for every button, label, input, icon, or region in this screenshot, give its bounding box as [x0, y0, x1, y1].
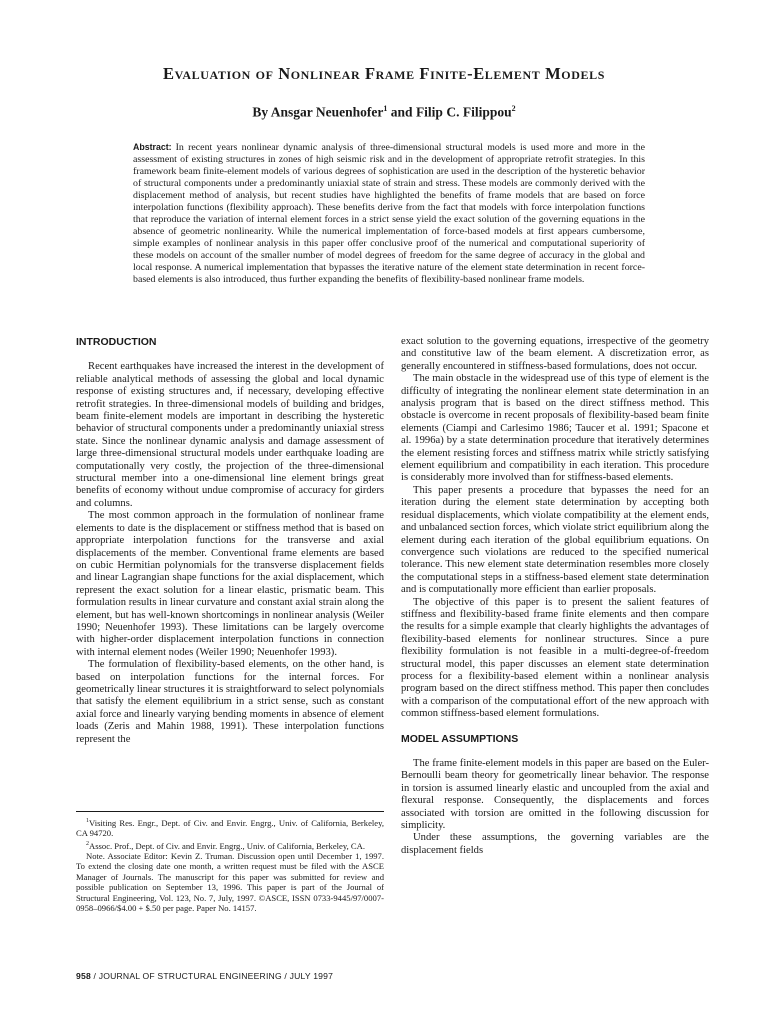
abstract: [133, 141, 645, 286]
abstract-label: Abstract:: [133, 142, 172, 152]
body-paragraph: This paper presents a procedure that bypasses the need for an iteration during the element state determination by accepting both residual displacements, which violate compatibility at the element ends, and unbalanced section forces, which violate strict equilibrium along the element during each iteration of the global equilibrium equations. On convergence such violations are reduced to the specified numerical tolerance. This new element state determination resembles more closely the computational steps in a stiffness-based element state determination and is computationally more efficient than earlier proposals.: [401, 484, 709, 596]
page-number: 958: [76, 971, 91, 981]
running-footer: [76, 971, 333, 981]
body-paragraph: The main obstacle in the widespread use of this type of element is the difficulty of integrating the nonlinear element state determination in an analysis program that is based on the direct stiffness method. This obstacle is overcome in recent proposals of flexibility-based beam finite elements (Ciampi and Carlesimo 1986; Taucer et al. 1991; Spacone et al. 1996a) by a state determination procedure that iteratively determines the element resisting forces and stiffness matrix while strictly satisfying element equilibrium and compatibility in each iteration. This procedure is considerably more involved than for stiffness-based elements.: [401, 373, 709, 484]
footnote-mark: 1: [86, 818, 89, 824]
footnotes: [76, 811, 384, 913]
body-paragraph: Recent earthquakes have increased the interest in the development of reliable analytical methods of assessing the global and local dynamic response of existing structures and, if necessary, developing effective retrofit strategies. In three-dimensional models of building and bridges, beam finite-element models are important in describing the hysteretic behavior of structural components under a predominantly uniaxial stress state. Since the nonlinear dynamic analysis and damage assessment of large three-dimensional structural models under earthquake loading are computationally very costly, the projection of the three-dimensional structural member into a one-dimensional line element brings great benefits of economy without undue compromise of accuracy for girders and columns.: [76, 361, 384, 509]
right-column: [401, 336, 709, 857]
left-column: [76, 336, 384, 746]
section-heading-introduction: INTRODUCTION: [76, 336, 157, 348]
editorial-note: Note. Associate Editor: Kevin Z. Truman. Discussion open until December 1, 1997. To extend the closing date one month, a written request must be filed with the ASCE Manager of Journals. The manuscript for this paper was submitted for review and possible publication on September 13, 1996. This paper is part of the Journal of Structural Engineering, Vol. 123, No. 7, July, 1997. ©ASCE, ISSN 0733-9445/97/0007-0958–0966/$4.00 + $.50 per page. Paper No. 14157.: [76, 850, 384, 913]
abstract-text: In recent years nonlinear dynamic analysis of three-dimensional structural models is used more and more in the assessment of existing structures in zones of high seismic risk and in the development of appropriate retrofit strategies. In this framework beam finite-element models of various degrees of sophistication are used in the description of the hysteretic behavior of structural components under a predominantly uniaxial state of strain and stress. These models are commonly derived with the displacement method of analysis, but recent studies have highlighted the benefits of frame models that are based on force interpolation functions (flexibility approach). These benefits derive from the fact that models with force interpolation functions that reproduce the variation of internal element forces in a strict sense yield the exact solution of the governing equations in the absence of geometric nonlinearity. While the numerical implementation of force-based models at first appears cumbersome, simple examples of nonlinear analysis in this paper offer conclusive proof of the numerical and computational superiority of these models on account of the smaller number of model degrees of freedom for the same degree of accuracy in the global and local response. A numerical implementation that bypasses the iterative nature of the element state determination in recent force-based elements is also introduced, thus further expanding the benefits of flexibility-based nonlinear frame models.: [133, 142, 645, 285]
author-conjunction: and: [387, 104, 416, 120]
footnote-mark: 2: [86, 840, 89, 847]
paper-title: Evaluation of Nonlinear Frame Finite-Element Models: [163, 64, 605, 83]
author-name-1: Ansgar Neuenhofer: [270, 104, 384, 120]
author-footnote-mark-2: 2: [511, 104, 516, 113]
body-paragraph: exact solution to the governing equations, irrespective of the geometry and constitutive law of the beam element. A discretization error, as generally encountered in stiffness-based formulations, does not occur.: [401, 336, 709, 372]
footnote-text: Assoc. Prof., Dept. of Civ. and Envir. Engrg., Univ. of California, Berkeley, CA.: [89, 840, 365, 851]
body-paragraph: The formulation of flexibility-based elements, on the other hand, is based on interpolation functions for the internal forces. For geometrically linear structures it is straightforward to select polynomials that satisfy the element equilibrium in a strict sense, such as constant axial force and linearly varying bending moments in absence of element loads (Zeris and Mahin 1988, 1991). These interpolation functions represent the: [76, 659, 384, 745]
author-footnote-mark-1: 1: [383, 104, 388, 113]
footnote-text: Visiting Res. Engr., Dept. of Civ. and Envir. Engrg., Univ. of California, Berkeley, CA 94720.: [76, 817, 384, 839]
footnote-1: [76, 816, 384, 839]
section-heading-model-assumptions: MODEL ASSUMPTIONS: [401, 732, 519, 745]
body-paragraph: Under these assumptions, the governing variables are the displacement fields: [401, 832, 709, 856]
author-prefix: By: [252, 104, 271, 120]
body-paragraph: The objective of this paper is to present the salient features of stiffness and flexibility-based frame finite elements and then compare the results for a simple example that clearly highlights the advantages of flexibility-based elements for nonlinear structures. Since a pure flexibility formulation is not feasible in a multi-degree-of-freedom structural model, this paper discusses an element state determination process for a flexibility-based element within a nonlinear analysis program based on the direct stiffness method. This paper then concludes with a comparison of the computational effort of the new approach with common stiffness-based element formulations.: [401, 596, 709, 720]
author-line: [0, 104, 768, 121]
author-name-2: Filip C. Filippou: [415, 104, 512, 120]
body-paragraph: The most common approach in the formulation of nonlinear frame elements to date is the displacement or stiffness method that is based on appropriate interpolation functions for the transverse and axial displacements of the member. Conventional frame elements are based on cubic Hermitian polynomials for the transverse displacement fields and linear Lagrangian shape functions for the axial displacement, which represent the exact solution for a linear elastic, prismatic beam. This formulation results in linear curvature and constant axial strain along the element, but has well-known shortcomings in nonlinear analysis (Weiler 1990; Neuenhofer 1993). These limitations can be largely overcome with higher-order displacement interpolation functions in connection with internal element nodes (Weiler 1990; Neuenhofer 1993).: [76, 510, 384, 658]
journal-name: / JOURNAL OF STRUCTURAL ENGINEERING / JULY 1997: [90, 971, 334, 981]
footnote-2: [76, 839, 384, 851]
body-paragraph: The frame finite-element models in this paper are based on the Euler-Bernoulli beam theory for geometrically linear behavior. The response in torsion is assumed linearly elastic and uncoupled from the axial and flexural response. Consequently, the displacements and forces associated with torsion are omitted in the following discussion for simplicity.: [401, 758, 709, 832]
